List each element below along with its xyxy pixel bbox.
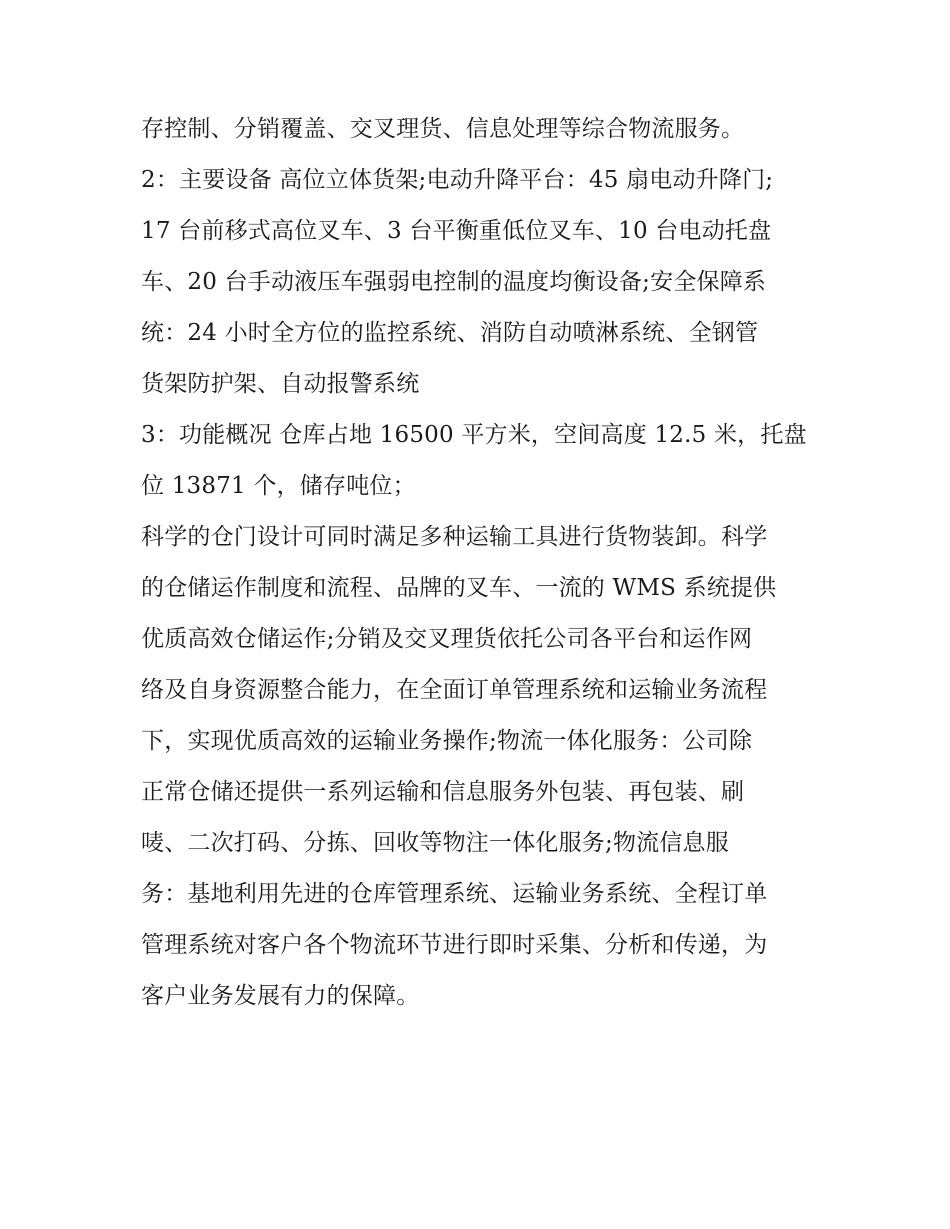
- text-line: 统：24 小时全方位的监控系统、消防自动喷淋系统、全钢管: [141, 320, 759, 346]
- text-line: 管理系统对客户各个物流环节进行即时采集、分析和传递，为: [141, 932, 768, 958]
- text-line: 科学的仓门设计可同时满足多种运输工具进行货物装卸。科学: [141, 524, 768, 550]
- body-text: [141, 104, 821, 1022]
- text-line: 2：主要设备 高位立体货架;电动升降平台：45 扇电动升降门;: [141, 167, 774, 193]
- text-line: 唛、二次打码、分拣、回收等物注一体化服务;物流信息服: [141, 830, 729, 856]
- text-line: 3：功能概况 仓库占地 16500 平方米，空间高度 12.5 米，托盘: [141, 422, 807, 448]
- text-line: 货架防护架、自动报警系统: [141, 371, 420, 397]
- text-line: 的仓储运作制度和流程、品牌的叉车、一流的 WMS 系统提供: [141, 575, 777, 601]
- text-line: 务：基地利用先进的仓库管理系统、运输业务系统、全程订单: [141, 881, 768, 907]
- text-line: 客户业务发展有力的保障。: [141, 983, 420, 1009]
- text-line: 位 13871 个，储存吨位；: [141, 473, 416, 499]
- text-line: 17 台前移式高位叉车、3 台平衡重低位叉车、10 台电动托盘: [141, 218, 772, 244]
- text-line: 存控制、分销覆盖、交叉理货、信息处理等综合物流服务。: [141, 116, 745, 142]
- text-line: 正常仓储还提供一系列运输和信息服务外包装、再包装、刷: [141, 779, 745, 805]
- text-line: 络及自身资源整合能力，在全面订单管理系统和运输业务流程: [141, 677, 768, 703]
- text-line: 下，实现优质高效的运输业务操作;物流一体化服务：公司除: [141, 728, 753, 754]
- text-line: 车、20 台手动液压车强弱电控制的温度均衡设备;安全保障系: [141, 269, 767, 295]
- text-line: 优质高效仓储运作;分销及交叉理货依托公司各平台和运作网: [141, 626, 753, 652]
